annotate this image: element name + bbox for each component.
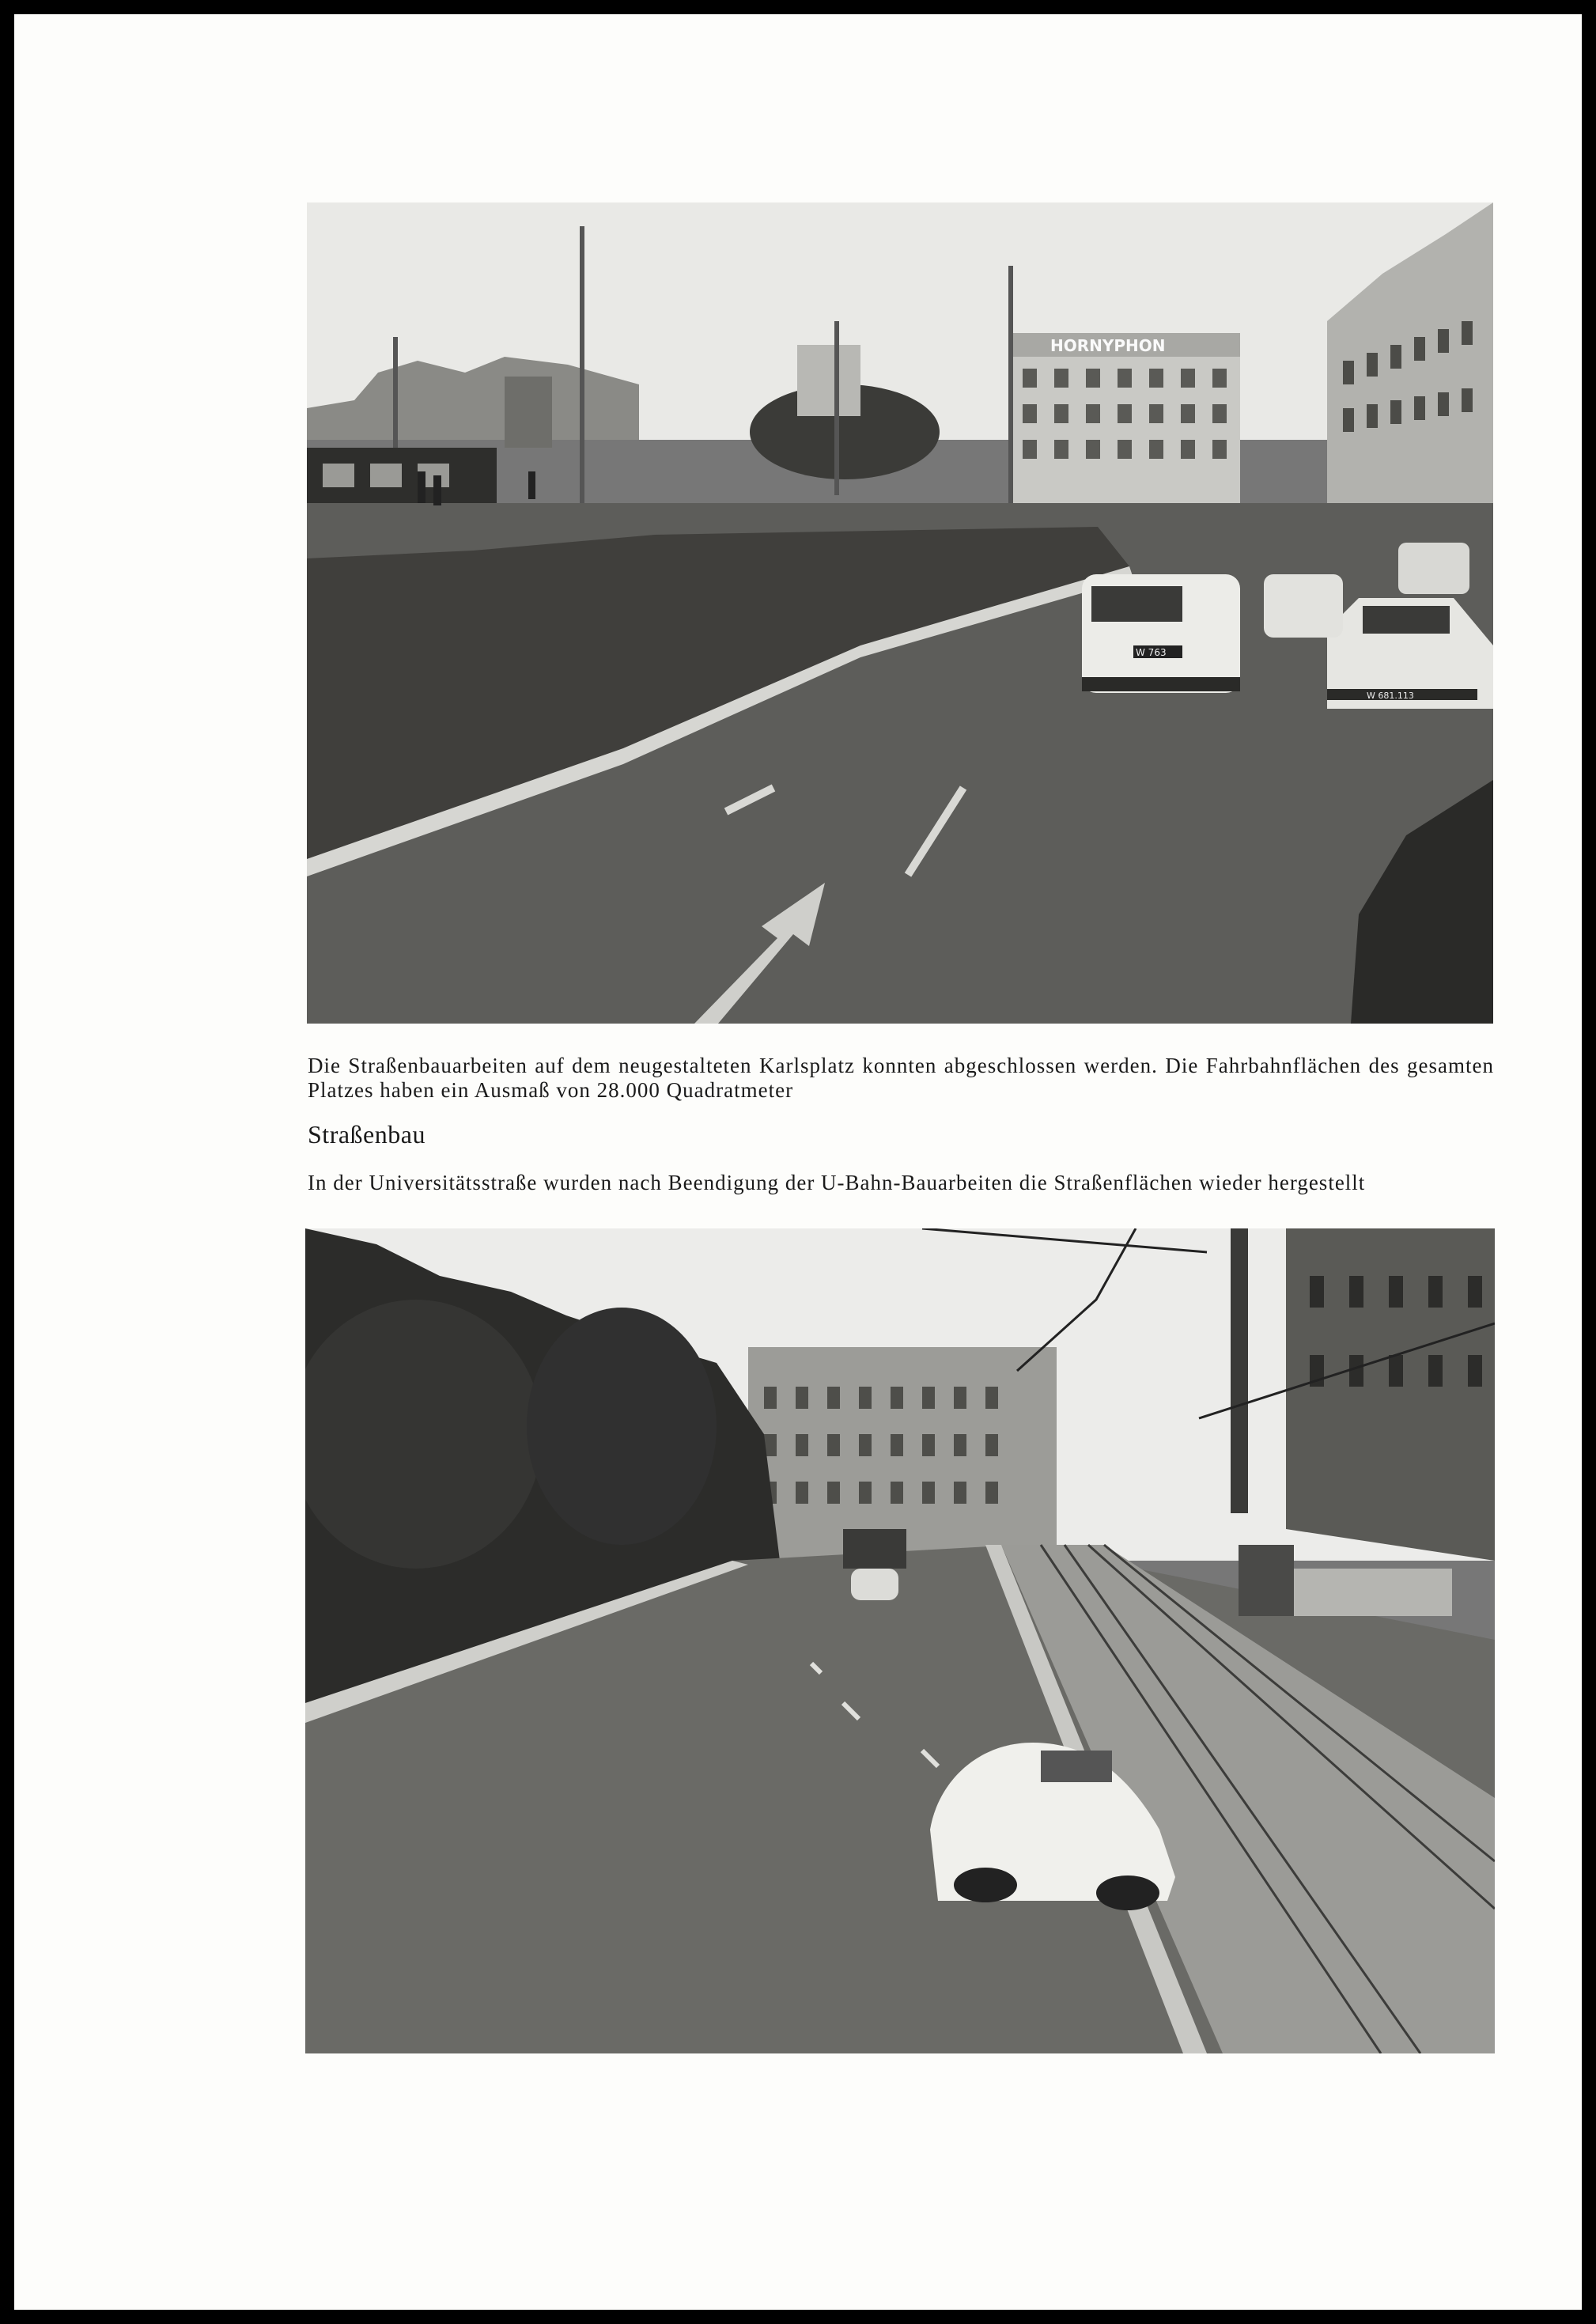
page (14, 14, 1582, 2310)
photo-karlsplatz-image (307, 202, 1493, 1024)
van-plate: W 763 (1136, 647, 1167, 658)
caption-karlsplatz: Die Straßenbauarbeiten auf dem neugestalteten Karlsplatz konnten abgeschlossen werden. Die Fahrbahnflächen des gesamten Platzes haben ein Ausmaß von 28.000 Quadratmeter (308, 1054, 1494, 1102)
car-plate: W 681.113 (1367, 691, 1414, 701)
building-sign: HORNYPHON (1050, 336, 1166, 355)
caption-universitaetsstrasse: In der Universitätsstraße wurden nach Beendigung der U-Bahn-Bauarbeiten die Straßenflächen wieder hergestellt (308, 1171, 1366, 1194)
photo-karlsplatz (307, 202, 1493, 1024)
section-heading: Straßenbau (308, 1120, 425, 1149)
photo-universitaetsstrasse (305, 1228, 1495, 2053)
photo-universitaetsstrasse-image (305, 1228, 1495, 2053)
